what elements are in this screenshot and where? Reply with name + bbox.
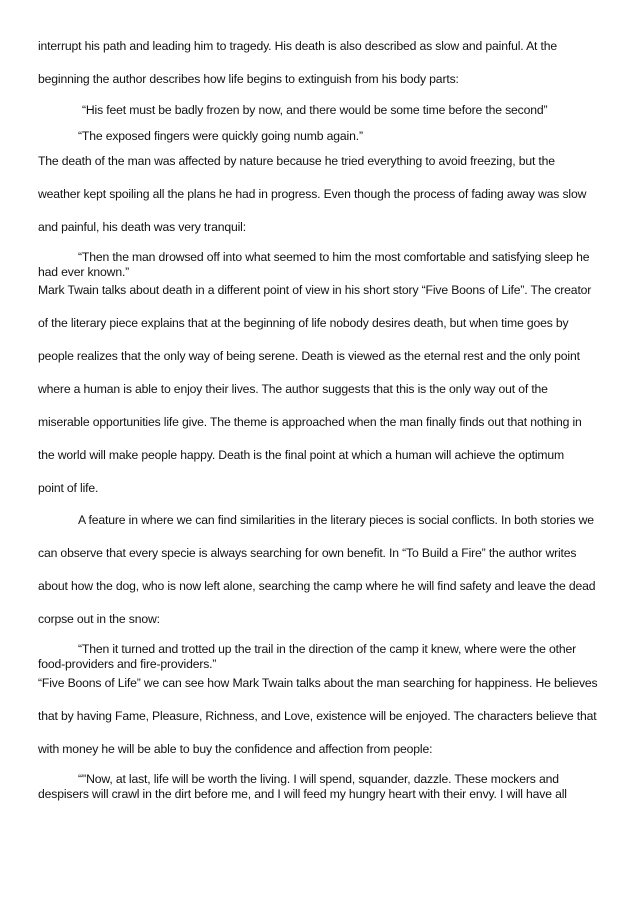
paragraph-5 — [38, 675, 604, 758]
paragraph-4 — [38, 512, 604, 628]
block-quote-1: “His feet must be badly frozen by now, and there would be some time before the second” — [82, 103, 548, 117]
block-quote-4: “Then it turned and trotted up the trail in the direction of the camp it knew, where were the other food-providers and fire-providers.” — [38, 642, 576, 671]
text-line: and painful, his death was very tranquil: — [38, 220, 246, 234]
text-line: The death of the man was affected by nature because he tried everything to avoid freezing, but the — [38, 154, 555, 168]
text-line: with money he will be able to buy the confidence and affection from people: — [38, 742, 433, 756]
text-line: “Five Boons of Life” we can see how Mark Twain talks about the man searching for happiness. He believes — [38, 676, 598, 690]
text-line: the world will make people happy. Death is the final point at which a human will achieve the optimum — [38, 448, 565, 462]
text-line: interrupt his path and leading him to tragedy. His death is also described as slow and painful. At the — [38, 39, 558, 53]
text-line: weather kept spoiling all the plans he had in progress. Even though the process of fading away was slow — [38, 187, 587, 201]
text-line: point of life. — [38, 481, 99, 495]
text-line: about how the dog, who is now left alone, searching the camp where he will find safety and leave the dead — [38, 579, 596, 593]
document-body — [38, 38, 604, 802]
paragraph-1 — [38, 38, 604, 88]
block-quote-3: “Then the man drowsed off into what seemed to him the most comfortable and satisfying sleep he had ever known.” — [38, 250, 590, 279]
text-line: A feature in where we can find similarities in the literary pieces is social conflicts. In both stories we — [78, 513, 594, 527]
text-line: of the literary piece explains that at the beginning of life nobody desires death, but when time goes by — [38, 316, 569, 330]
text-line: where a human is able to enjoy their lives. The author suggests that this is the only way out of the — [38, 382, 548, 396]
text-line: can observe that every specie is always searching for own benefit. In “To Build a Fire” the author writes — [38, 546, 577, 560]
text-line: Mark Twain talks about death in a different point of view in his short story “Five Boons of Life”. The creator — [38, 283, 592, 297]
text-line: beginning the author describes how life begins to extinguish from his body parts: — [38, 72, 459, 86]
text-line: corpse out in the snow: — [38, 612, 160, 626]
paragraph-3 — [38, 282, 604, 497]
text-line: that by having Fame, Pleasure, Richness, and Love, existence will be enjoyed. The characters believe that — [38, 709, 597, 723]
block-quote-2: “The exposed fingers were quickly going numb again.” — [78, 129, 363, 143]
text-line: people realizes that the only way of being serene. Death is viewed as the eternal rest and the only point — [38, 349, 580, 363]
text-line: miserable opportunities life give. The theme is approached when the man finally finds out that nothing in — [38, 415, 582, 429]
paragraph-2 — [38, 153, 604, 236]
block-quote-5: “"Now, at last, life will be worth the living. I will spend, squander, dazzle. These mockers and despisers will crawl in the dirt before me, and I will feed my hungry heart with their envy. I will have all — [38, 772, 567, 801]
